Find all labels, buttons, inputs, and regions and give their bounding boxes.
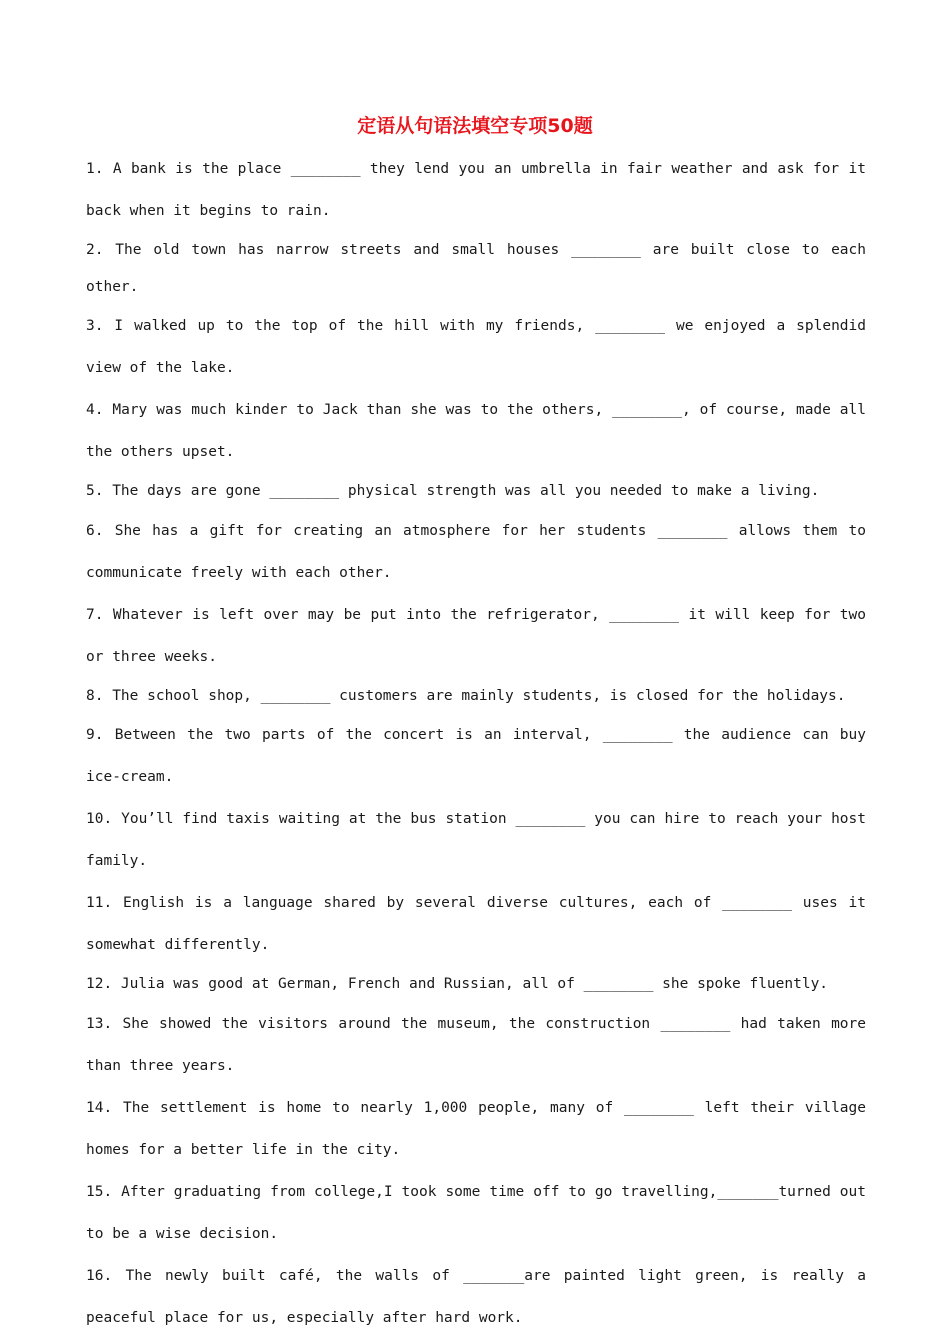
question-item: 14. The settlement is home to nearly 1,000 people, many of ________ left their village homes for a better life in the city.: [86, 1099, 866, 1158]
question-item: 13. She showed the visitors around the museum, the construction ________ had taken more than three years.: [86, 1015, 866, 1074]
question-item: 4. Mary was much kinder to Jack than she was to the others, ________, of course, made all the others upset.: [86, 402, 866, 460]
question-item: 15. After graduating from college,I took some time off to go travelling,_______turned out to be a wise decision.: [86, 1183, 866, 1242]
question-item: 1. A bank is the place ________ they lend you an umbrella in fair weather and ask for it back when it begins to rain.: [86, 161, 866, 219]
question-item: 2. The old town has narrow streets and small houses ________ are built close to each other.: [86, 242, 866, 295]
question-item: 9. Between the two parts of the concert is an interval, ________ the audience can buy ice-cream.: [86, 727, 866, 785]
question-item: 6. She has a gift for creating an atmosphere for her students ________ allows them to communicate freely with each other.: [86, 522, 866, 581]
question-item: 11. English is a language shared by several diverse cultures, each of ________ uses it somewhat differently.: [86, 895, 866, 953]
question-item: 8. The school shop, ________ customers are mainly students, is closed for the holidays.: [86, 687, 846, 704]
question-item: 7. Whatever is left over may be put into the refrigerator, ________ it will keep for two or three weeks.: [86, 606, 866, 665]
question-item: 5. The days are gone ________ physical strength was all you needed to make a living.: [86, 483, 820, 499]
question-item: 16. The newly built café, the walls of _______are painted light green, is really a peaceful place for us, especially after hard work.: [86, 1267, 866, 1326]
question-item: 10. You’ll find taxis waiting at the bus station ________ you can hire to reach your host family.: [86, 811, 866, 869]
document-title: 定语从句语法填空专项50题: [357, 115, 593, 137]
question-list: [86, 148, 866, 1339]
question-item: 3. I walked up to the top of the hill with my friends, ________ we enjoyed a splendid view of the lake.: [86, 318, 866, 376]
question-item: 12. Julia was good at German, French and Russian, all of ________ she spoke fluently.: [86, 976, 829, 992]
